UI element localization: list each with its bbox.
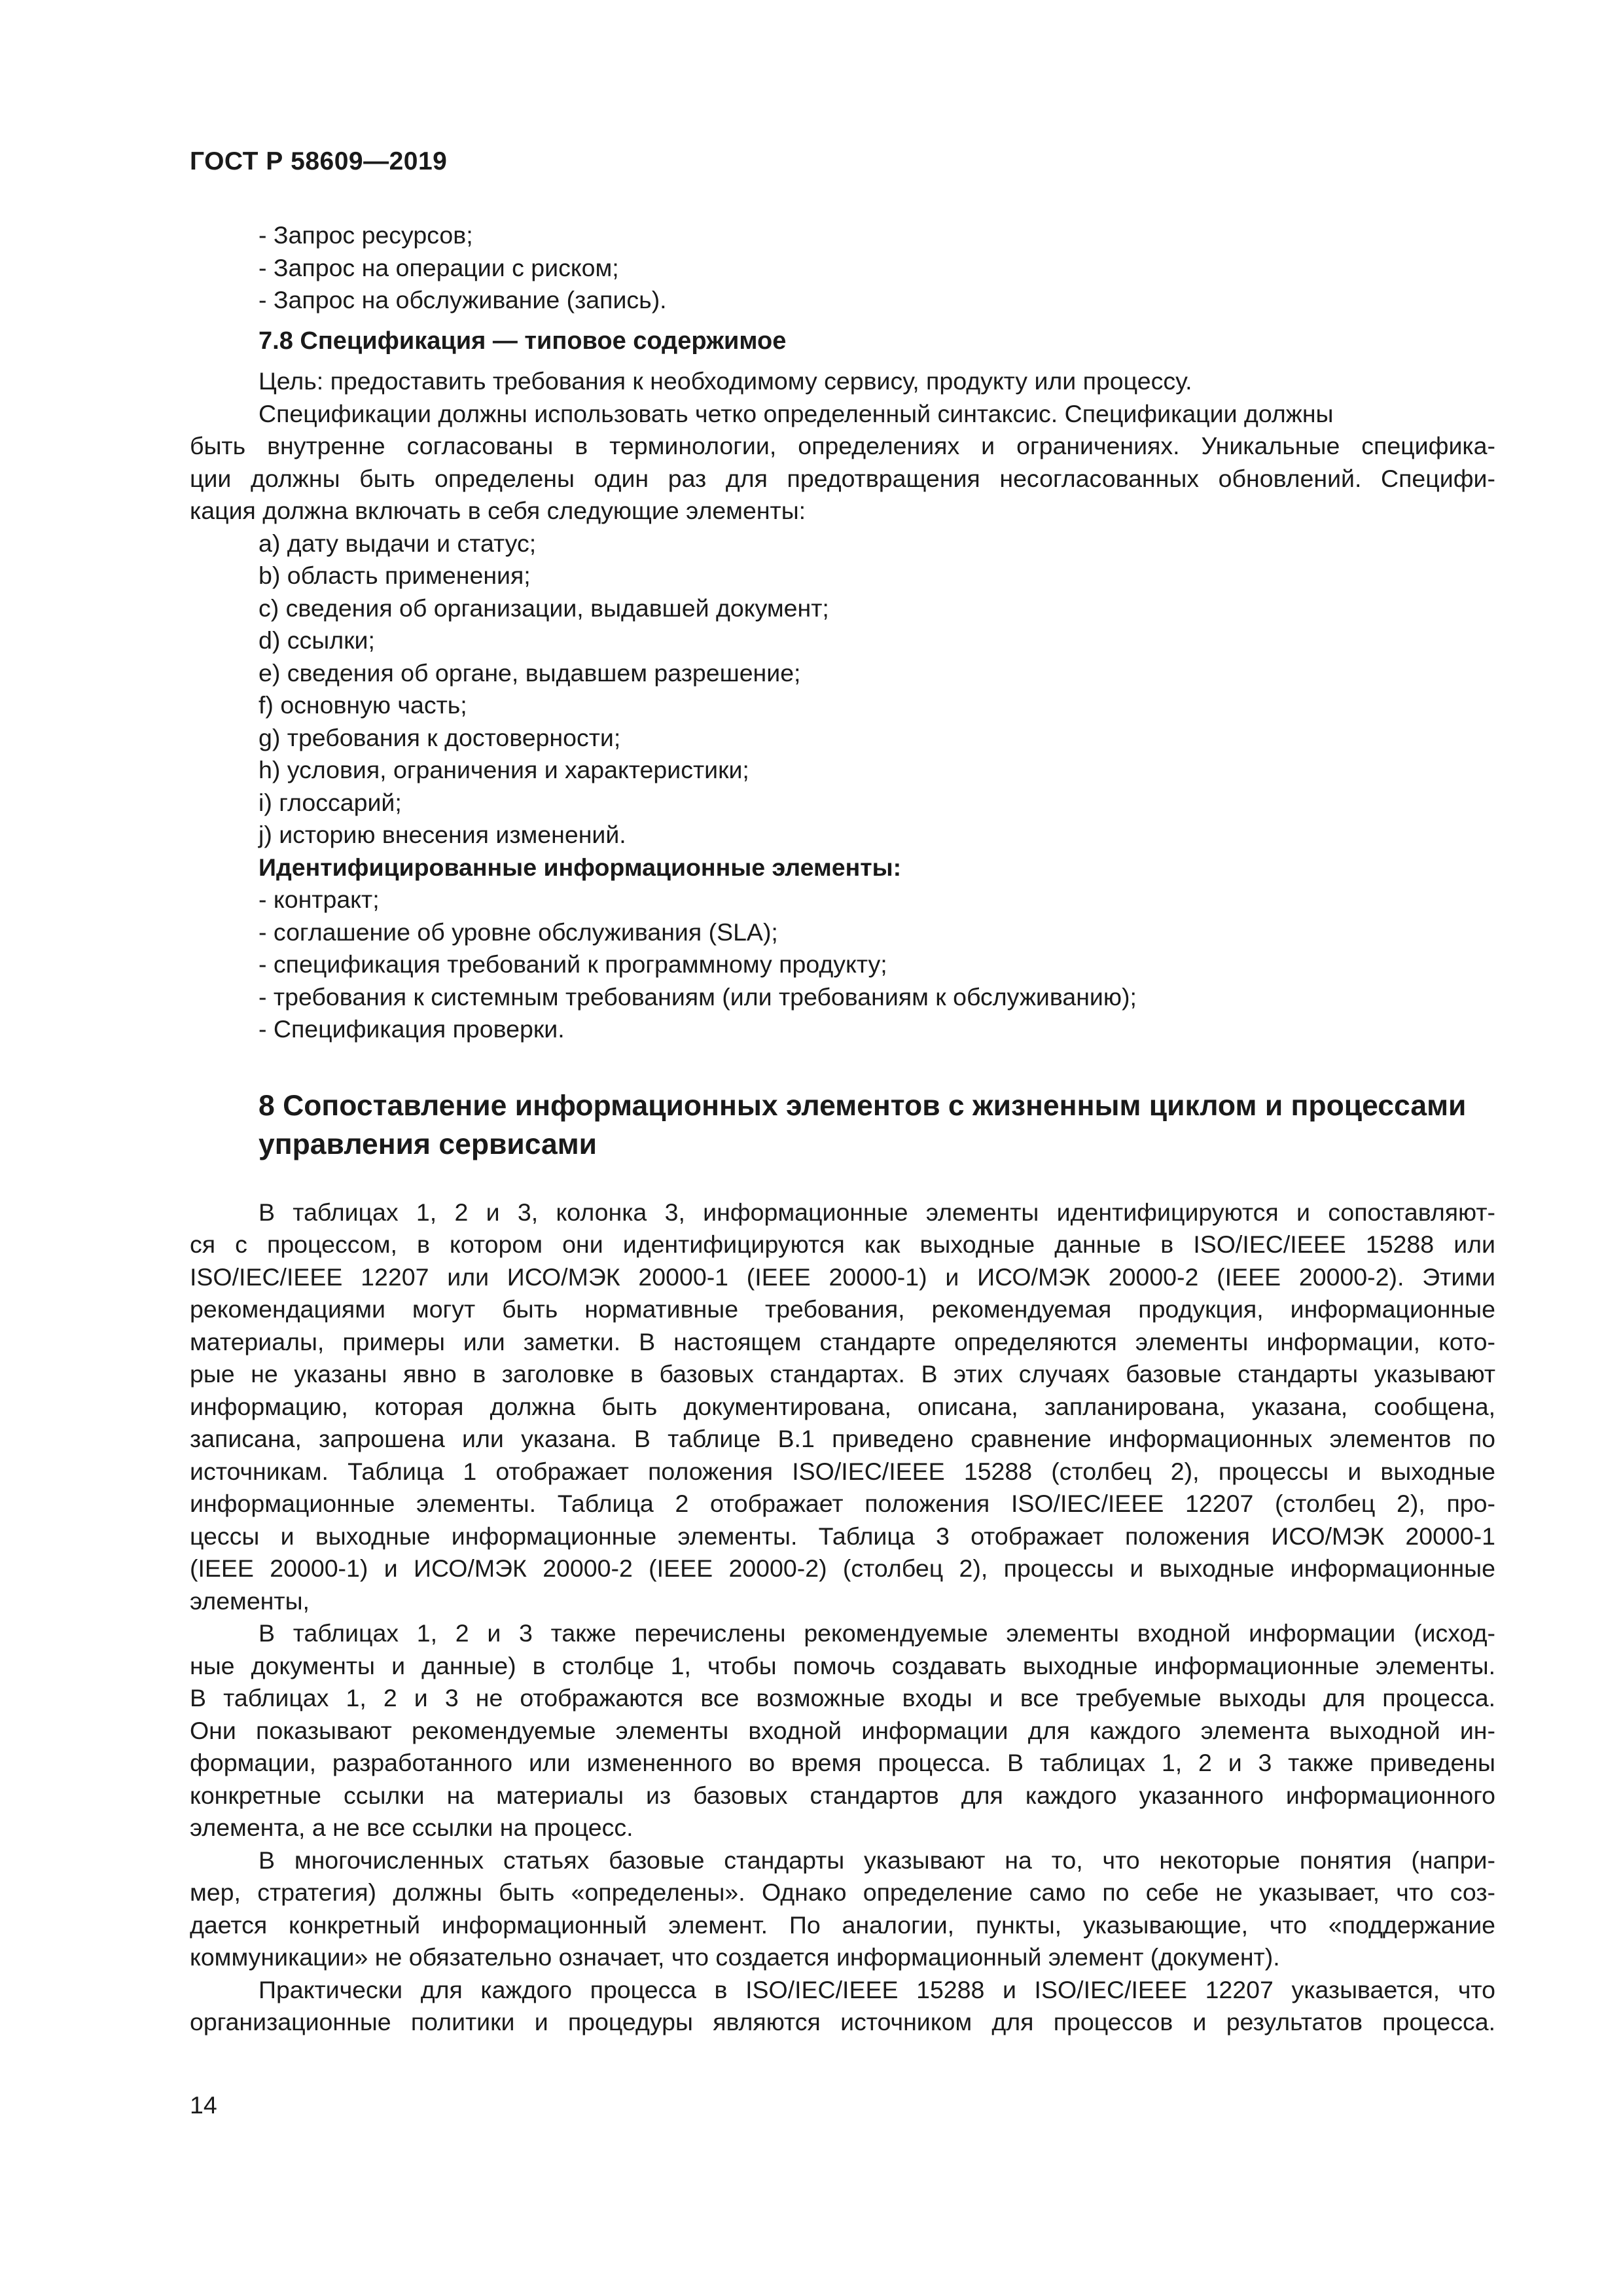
list-item: h) условия, ограничения и характеристики; xyxy=(259,756,749,783)
paragraph-line: ные документы и данные) в столбце 1, чтобы помочь создавать выходные информационные элементы. xyxy=(190,1651,1495,1679)
list-item: e) сведения об органе, выдавшем разрешение; xyxy=(259,658,801,687)
list-item: - спецификация требований к программному продукту; xyxy=(259,950,887,978)
list-item: - Запрос ресурсов; xyxy=(259,221,473,249)
list-item: - Запрос на обслуживание (запись). xyxy=(259,286,667,314)
paragraph-line: коммуникации» не обязательно означает, что создается информационный элемент (документ). xyxy=(190,1943,1280,1971)
identified-elements-list xyxy=(190,884,1495,1046)
section-8-paragraph-3 xyxy=(190,1844,1495,1974)
list-item: d) ссылки; xyxy=(259,626,375,654)
paragraph-line: Практически для каждого процесса в ISO/IEC/IEEE 15288 и ISO/IEC/IEEE 12207 указывается, что xyxy=(259,1975,1495,2003)
section-8-paragraph-2 xyxy=(190,1617,1495,1844)
paragraph-line: источникам. Таблица 1 отображает положения ISO/IEC/IEEE 15288 (столбец 2), процессы и выходные xyxy=(190,1457,1495,1485)
paragraph-line: материалы, примеры или заметки. В настоящем стандарте определяются элементы информации, кото- xyxy=(190,1327,1495,1355)
paragraph-line: конкретные ссылки на материалы из базовых стандартов для каждого указанного информационного xyxy=(190,1781,1495,1809)
paragraph-line: ции должны быть определены один раз для предотвращения несогласованных обновлений. Специфи- xyxy=(190,464,1495,492)
list-item: - соглашение об уровне обслуживания (SLA); xyxy=(259,918,778,946)
paragraph-line: элементы, xyxy=(190,1587,310,1615)
section-7-8-heading: 7.8 Спецификация — типовое содержимое xyxy=(259,327,787,355)
paragraph-line: цессы и выходные информационные элементы. Таблица 3 отображает положения ИСО/МЭК 20000-1 xyxy=(190,1522,1495,1550)
page-number: 14 xyxy=(190,2091,217,2119)
paragraph-line: информационные элементы. Таблица 2 отображает положения ISO/IEC/IEEE 12207 (столбец 2), про- xyxy=(190,1490,1495,1517)
section-8-paragraph-4 xyxy=(190,1974,1495,2039)
paragraph-line: (IEEE 20000-1) и ИСО/МЭК 20000-2 (IEEE 20000-2) (столбец 2), процессы и выходные информационные xyxy=(190,1554,1495,1582)
list-item: - Запрос на операции с риском; xyxy=(259,253,619,281)
paragraph-line: информацию, которая должна быть документирована, описана, запланирована, указана, сообщена, xyxy=(190,1392,1495,1420)
paragraph-line: быть внутренне согласованы в терминологии, определениях и ограничениях. Уникальные специфика- xyxy=(190,432,1495,459)
paragraph-line: Они показывают рекомендуемые элементы входной информации для каждого элемента выходной ин- xyxy=(190,1716,1495,1744)
paragraph-line: записана, запрошена или указана. В таблице В.1 приведено сравнение информационных элементов по xyxy=(190,1425,1495,1452)
list-item: - Спецификация проверки. xyxy=(259,1015,565,1043)
list-item: b) область применения; xyxy=(259,562,531,589)
top-list xyxy=(190,219,1495,317)
page-content xyxy=(190,219,1495,2039)
paragraph-line: дается конкретный информационный элемент. По аналогии, пункты, указывающие, что «поддержание xyxy=(190,1910,1495,1939)
list-item: a) дату выдачи и статус; xyxy=(259,529,537,557)
paragraph-line: рые не указаны явно в заголовке в базовых стандартах. В этих случаях базовые стандарты указывают xyxy=(190,1360,1495,1388)
paragraph-line: Спецификации должны использовать четко определенный синтаксис. Спецификации должны xyxy=(259,399,1334,427)
specification-elements-list xyxy=(190,528,1495,852)
standard-id-header: ГОСТ Р 58609—2019 xyxy=(190,147,448,175)
list-item: - контракт; xyxy=(259,886,380,913)
paragraph-line: ся с процессом, в котором они идентифицируются как выходные данные в ISO/IEC/IEEE 15288 или xyxy=(190,1230,1495,1258)
list-item: f) основную часть; xyxy=(259,691,467,719)
list-item: c) сведения об организации, выдавшей документ; xyxy=(259,594,829,622)
section-7-8-goal: Цель: предоставить требования к необходимому сервису, продукту или процессу. xyxy=(259,367,1192,395)
paragraph-line: В многочисленных статьях базовые стандарты указывают на то, что некоторые понятия (напри- xyxy=(259,1846,1495,1874)
section-8-heading xyxy=(190,1086,1495,1164)
paragraph-line: ISO/IEC/IEEE 12207 или ИСО/МЭК 20000-1 (IEEE 20000-1) и ИСО/МЭК 20000-2 (IEEE 20000-2). Этими xyxy=(190,1263,1495,1291)
section-8-paragraph-1 xyxy=(190,1196,1495,1618)
paragraph-line: В таблицах 1, 2 и 3 также перечислены рекомендуемые элементы входной информации (исход- xyxy=(259,1619,1495,1647)
list-item: g) требования к достоверности; xyxy=(259,723,621,751)
identified-elements-title: Идентифицированные информационные элементы: xyxy=(259,853,902,881)
list-item: j) историю внесения изменений. xyxy=(259,821,626,848)
heading-line: 8 Сопоставление информационных элементов с жизненным циклом и процессами xyxy=(259,1089,1467,1122)
paragraph-line: мер, стратегия) должны быть «определены». Однако определение само по себе не указывает, что соз- xyxy=(190,1878,1495,1906)
section-7-8-paragraph xyxy=(190,398,1495,528)
paragraph-line: В таблицах 1, 2 и 3 не отображаются все возможные входы и все требуемые выходы для процесса. xyxy=(190,1684,1495,1712)
paragraph-line: кация должна включать в себя следующие элементы: xyxy=(190,497,806,524)
paragraph-line: формации, разработанного или измененного во время процесса. В таблицах 1, 2 и 3 также приведены xyxy=(190,1749,1495,1776)
list-item: i) глоссарий; xyxy=(259,788,402,816)
list-item: - требования к системным требованиям (или требованиям к обслуживанию); xyxy=(259,982,1137,1011)
paragraph-line: элемента, а не все ссылки на процесс. xyxy=(190,1814,633,1841)
heading-line: управления сервисами xyxy=(259,1128,597,1160)
paragraph-line: В таблицах 1, 2 и 3, колонка 3, информационные элементы идентифицируются и сопоставляют- xyxy=(259,1198,1495,1226)
paragraph-line: организационные политики и процедуры являются источником для процессов и результатов процесса. xyxy=(190,2008,1495,2036)
paragraph-line: рекомендациями могут быть нормативные требования, рекомендуемая продукция, информационные xyxy=(190,1295,1495,1323)
